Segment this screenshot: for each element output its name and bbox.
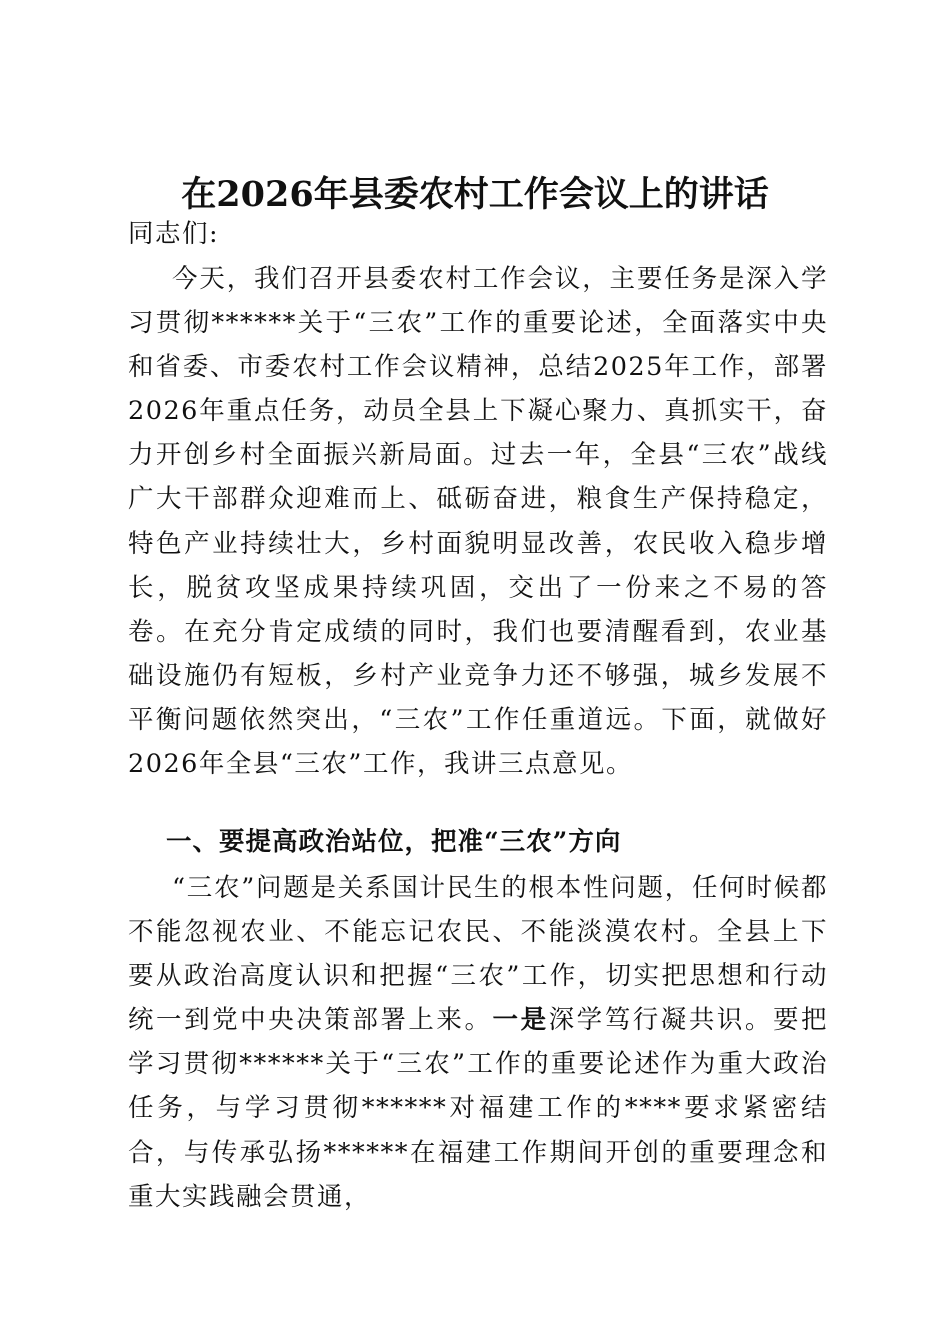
salutation: 同志们: [128, 219, 220, 249]
paragraph-section-1-text-b: 深学笃行凝共识。要把学习贯彻******关于“三农”工作的重要论述作为重大政治任务，与学习贯彻******对福建工作的****要求紧密结合，与传承弘扬******在福建工作期间开创的重要理念和重大实践融会贯通， [128, 1005, 828, 1212]
paragraph-section-1 [128, 866, 828, 1219]
document-title: 在2026年县委农村工作会议上的讲话 [181, 174, 769, 215]
paragraph-intro: 今天，我们召开县委农村工作会议，主要任务是深入学习贯彻******关于“三农”工作的重要论述，全面落实中央和省委、市委农村工作会议精神，总结2025年工作，部署2026年重点任务，动员全县上下凝心聚力、真抓实干，奋力开创乡村全面振兴新局面。过去一年，全县“三农”战线广大干部群众迎难而上、砥砺奋进，粮食生产保持稳定，特色产业持续壮大，乡村面貌明显改善，农民收入稳步增长，脱贫攻坚成果持续巩固，交出了一份来之不易的答卷。在充分肯定成绩的同时，我们也要清醒看到，农业基础设施仍有短板，乡村产业竞争力还不够强，城乡发展不平衡问题依然突出，“三农”工作任重道远。下面，就做好2026年全县“三农”工作，我讲三点意见。 [128, 264, 828, 780]
paragraph-section-1-emphasis: 一是 [492, 1005, 549, 1036]
section-heading-1: 一、要提高政治站位，把准“三农”方向 [166, 827, 622, 857]
paragraph-section-1-text-a: “三农”问题是关系国计民生的根本性问题，任何时候都不能忽视农业、不能忘记农民、不能淡漠农村。全县上下要从政治高度认识和把握“三农”工作，切实把思想和行动统一到党中央决策部署上来。 [128, 873, 828, 1036]
